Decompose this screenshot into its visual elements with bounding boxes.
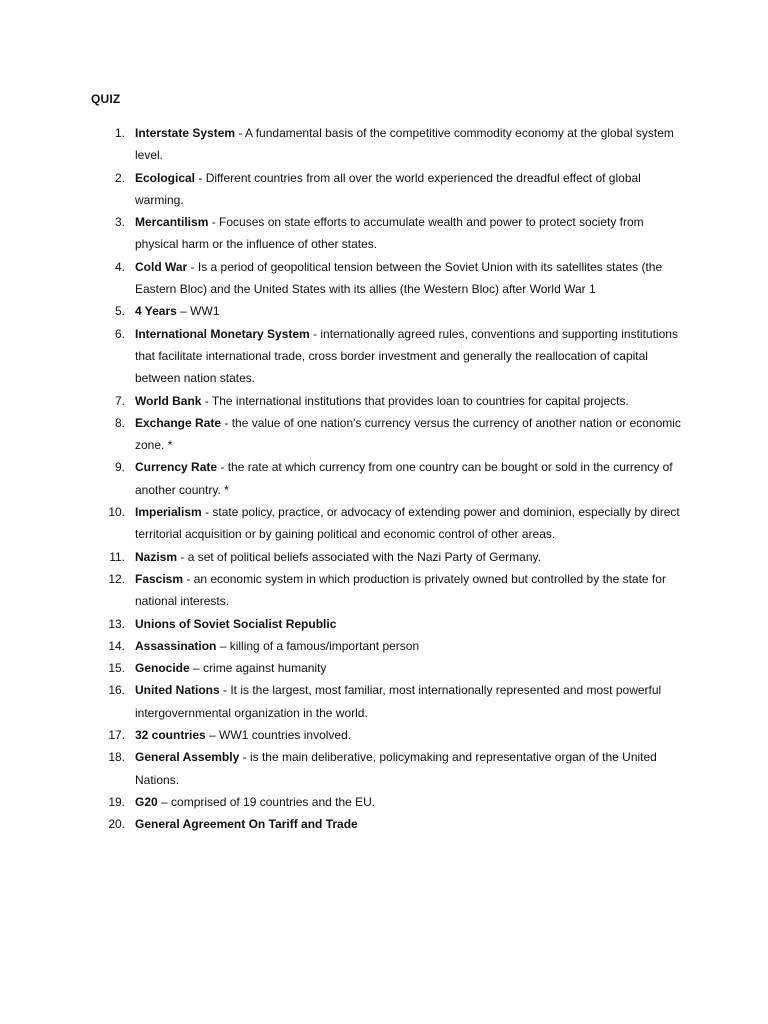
item-number: 10. [108, 505, 125, 520]
item-term: United Nations [135, 683, 220, 698]
item-term: Imperialism [135, 505, 202, 520]
quiz-list [95, 122, 685, 836]
item-term: Nazism [135, 549, 178, 564]
quiz-item [95, 211, 685, 256]
page-title: QUIZ [91, 92, 121, 106]
quiz-item [95, 746, 685, 791]
item-number: 6. [114, 326, 125, 341]
quiz-item [95, 568, 685, 613]
item-number: 18. [108, 750, 125, 765]
item-definition: - It is the largest, most familiar, most internationally represented and most powerful intergovernmental organization in the world. [135, 683, 662, 720]
quiz-item [95, 300, 685, 322]
item-term: G20 [135, 794, 158, 809]
item-number: 14. [108, 638, 125, 653]
item-definition: - the rate at which currency from one country can be bought or sold in the currency of another country. * [135, 460, 673, 497]
item-number: 5. [114, 304, 125, 319]
item-definition: - an economic system in which production is privately owned but controlled by the state for national interests. [135, 571, 666, 609]
quiz-item [95, 813, 685, 835]
item-number: 4. [114, 259, 125, 274]
quiz-item [95, 122, 685, 167]
quiz-item [95, 657, 685, 679]
quiz-item [95, 167, 685, 212]
quiz-item [95, 390, 685, 412]
item-definition: – WW1 countries involved. [205, 728, 352, 743]
item-term: Cold War [135, 259, 188, 274]
item-number: 9. [114, 460, 125, 475]
quiz-item [95, 613, 685, 635]
item-term: Currency Rate [135, 460, 218, 475]
item-definition: - Is a period of geopolitical tension between the Soviet Union with its satellites states (the Eastern Bloc) and the United States with its allies (the Western Bloc) after World War 1 [135, 259, 663, 297]
item-number: 20. [108, 817, 125, 832]
item-definition: - internationally agreed rules, conventions and supporting institutions that facilitate international trade, cross border investment and generally the reallocation of capital between nation states. [135, 326, 678, 386]
item-term: International Monetary System [135, 326, 310, 341]
item-number: 13. [108, 616, 125, 631]
item-definition: – crime against humanity [189, 661, 327, 676]
item-definition: – killing of a famous/important person [216, 638, 420, 653]
item-definition: - the value of one nation's currency versus the currency of another nation or economic zone. * [135, 415, 681, 453]
item-definition: - Focuses on state efforts to accumulate wealth and power to protect society from physical harm or the influence of other states. [135, 215, 644, 252]
quiz-item [95, 412, 685, 457]
item-number: 11. [109, 549, 125, 564]
item-number: 12. [108, 571, 125, 586]
quiz-item [95, 323, 685, 390]
item-term: Genocide [135, 661, 190, 676]
item-number: 15. [108, 661, 125, 676]
item-term: 32 countries [135, 728, 206, 743]
item-term: Ecological [135, 170, 196, 185]
quiz-item [95, 256, 685, 301]
item-term: General Assembly [135, 750, 240, 765]
item-term: Unions of Soviet Socialist Republic [135, 616, 337, 631]
item-definition: - Different countries from all over the world experienced the dreadful effect of global warming. [135, 170, 641, 207]
item-number: 19. [108, 794, 125, 809]
item-term: Mercantilism [135, 215, 209, 230]
item-number: 1. [114, 126, 125, 140]
item-number: 7. [114, 393, 125, 408]
quiz-item [95, 456, 685, 501]
item-term: Fascism [135, 571, 184, 586]
item-number: 3. [114, 215, 125, 230]
item-definition: - a set of political beliefs associated with the Nazi Party of Germany. [177, 549, 541, 564]
item-term: World Bank [135, 393, 202, 408]
item-term: Exchange Rate [135, 415, 222, 430]
item-definition: - is the main deliberative, policymaking and representative organ of the United Nations. [135, 750, 657, 787]
quiz-item [95, 501, 685, 546]
item-term: Interstate System [135, 126, 236, 140]
item-term: General Agreement On Tariff and Trade [135, 817, 358, 832]
quiz-item [95, 724, 685, 746]
item-definition: - The international institutions that provides loan to countries for capital projects. [201, 393, 629, 408]
item-number: 2. [114, 170, 125, 185]
item-number: 16. [108, 683, 125, 698]
quiz-item [95, 546, 685, 568]
quiz-item [95, 791, 685, 813]
quiz-item [95, 635, 685, 657]
item-definition: – WW1 [176, 304, 220, 319]
quiz-item [95, 679, 685, 724]
item-definition: - state policy, practice, or advocacy of extending power and dominion, especially by direct territorial acquisition or by gaining political and economic control of other areas. [135, 505, 680, 542]
item-term: Assassination [135, 638, 217, 653]
item-definition: – comprised of 19 countries and the EU. [157, 794, 376, 809]
item-number: 8. [114, 415, 125, 430]
item-term: 4 Years [135, 304, 177, 319]
item-definition: - A fundamental basis of the competitive commodity economy at the global system level. [135, 126, 674, 163]
item-number: 17. [108, 728, 125, 743]
